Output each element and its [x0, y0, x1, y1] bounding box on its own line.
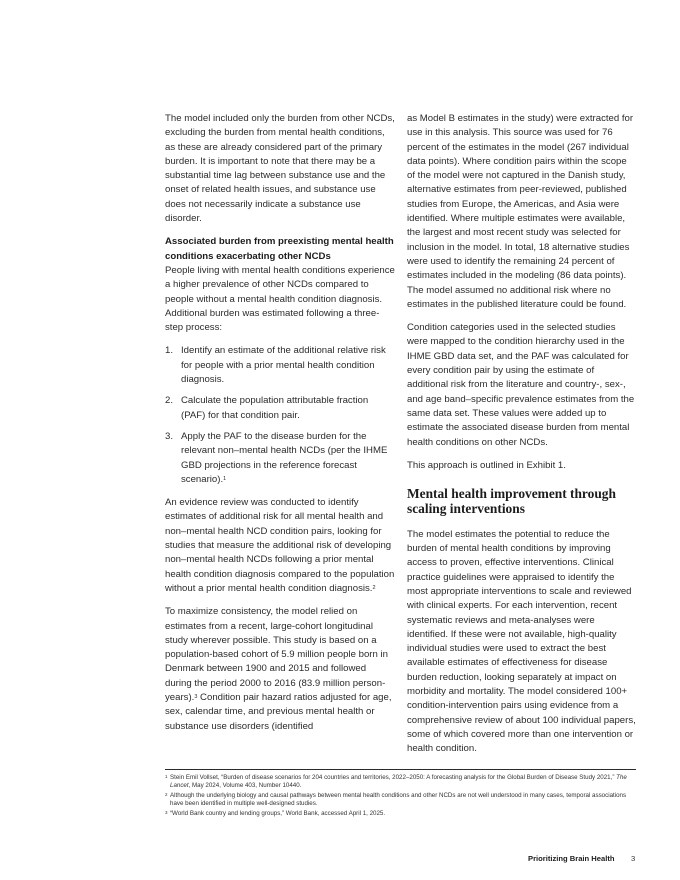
left-column	[165, 112, 395, 743]
steps-list	[165, 344, 395, 487]
list-number: 3.	[165, 430, 174, 442]
body-paragraph: as Model B estimates in the study) were extracted for use in this analysis. This source was used for 76 percent of the estimates in the model (267 individual data points). Where condition pairs within the scope of the model were not captured in the Danish study, alternative estimates from peer-reviewed, published studies from Europe, the Americas, and Asia were identified. Where multiple estimates were available, the largest and most recent study was selected for inclusion in the model. In total, 18 alternative studies were used to identify the remaining 24 percent of estimates included in the modeling (86 data points). The model assumed no additional risk where no estimates in the published literature could be found.	[407, 113, 634, 310]
body-paragraph: Condition categories used in the selected studies were mapped to the condition hierarchy used in the IHME GBD data set, and the PAF was calculated for every condition pair by using the estimate of additional risk from the literature and country-, sex-, and age band–specific prevalence estimates from the same data set. These values were added up to estimate the associated disease burden from mental health conditions on other NCDs.	[407, 322, 635, 448]
list-item-text: Apply the PAF to the disease burden for the relevant non–mental health NCDs (per the IHME GBD projections in the reference forecast scenario).	[181, 430, 388, 485]
footnote-number: 2	[165, 791, 168, 797]
footnote-number: 1	[165, 774, 168, 779]
body-paragraph: The model estimates the potential to reduce the burden of mental health conditions by improving access to proven, effective interventions. Clinical practice guidelines were appraised to identify the most appropriate interventions to scale and reviewed with clinical experts. For each intervention, recent systematic reviews and meta-analyses were identified. If these were not available, high-quality individual studies were used to extract the best available estimates of effectiveness for disease burden reduction, looking separately at impact on morbidity and mortality. The model considered 100+ condition-intervention pairs using evidence from a comprehensive review of about 100 individual papers, some of which covered more than one intervention or health condition.	[407, 528, 636, 755]
footnote	[165, 792, 636, 809]
footnote-divider	[165, 769, 636, 770]
footnote-ref: 2	[372, 584, 376, 591]
paragraph-text: To maximize consistency, the model relied on estimates from a recent, large-cohort longitudinal study wherever possible. This study is based on a population-based cohort of 5.9 million people born in Denmark between 1900 and 2015 and followed during the period 2000 to 2016 (83.9 million person-years).	[165, 606, 388, 703]
footnote-text: Stein Emil Vollset, “Burden of disease scenarios for 204 countries and territories, 2022–2050: A forecasting analysis for the Global Burden of Disease Study 2021,”	[170, 774, 617, 781]
list-number: 1.	[165, 345, 174, 357]
footnote-ref: 1	[223, 475, 227, 482]
footnote	[165, 810, 636, 818]
body-paragraph	[165, 496, 395, 596]
footnote-number: 3	[165, 809, 168, 815]
paragraph-text: Condition pair hazard ratios adjusted for age, sex, calendar time, and previous mental health or substance use disorders (identified	[165, 691, 392, 732]
footer-title: Prioritizing Brain Health	[528, 854, 615, 863]
right-column	[407, 112, 637, 765]
list-item	[165, 430, 395, 487]
body-paragraph	[165, 605, 395, 734]
subheading: Associated burden from preexisting mental health conditions exacerbating other NCDs	[165, 236, 394, 262]
body-paragraph: People living with mental health conditions experience a higher prevalence of other NCDs compared to people without a mental health condition diagnosis. Additional burden was estimated following a three-step process:	[165, 264, 395, 334]
footnotes	[165, 774, 636, 819]
list-item	[165, 394, 395, 423]
list-item-text: Calculate the population attributable fraction (PAF) for that condition pair.	[181, 395, 369, 421]
body-paragraph: This approach is outlined in Exhibit 1.	[407, 459, 566, 471]
list-item	[165, 344, 395, 387]
body-paragraph: The model included only the burden from other NCDs, excluding the burden from mental health conditions, as these are already considered part of the primary burden. It is important to note that there may be a substantial time lag between substance use and the onset of related health issues, and substance use does not necessarily indicate a substance use disorder.	[165, 113, 395, 225]
footnote-text: Although the underlying biology and causal pathways between mental health conditions and other NCDs are not well understood in many cases, temporal associations have been identified in multiple well-designed studies.	[170, 791, 627, 808]
section-heading: Mental health improvement through scaling interventions	[407, 486, 616, 516]
paragraph-text: An evidence review was conducted to identify estimates of additional risk for all mental health and non–mental health NCD condition pairs, looking for studies that measure the additional risk of developing non–mental health NCDs following a prior mental health condition diagnosis compared to the population without a prior mental health condition diagnosis.	[165, 497, 395, 594]
footnote-text: “World Bank country and lending groups,” World Bank, accessed April 1, 2025.	[170, 809, 386, 817]
footnote-text: , May 2024, Volume 403, Number 10440.	[188, 782, 302, 790]
page-number: 3	[631, 854, 636, 863]
footnote-ref: 3	[194, 693, 198, 700]
list-item-text: Identify an estimate of the additional relative risk for people with a prior mental health condition diagnosis.	[181, 345, 386, 386]
list-number: 2.	[165, 395, 174, 407]
footnote	[165, 774, 636, 791]
journal-title: The Lancet	[170, 774, 627, 790]
